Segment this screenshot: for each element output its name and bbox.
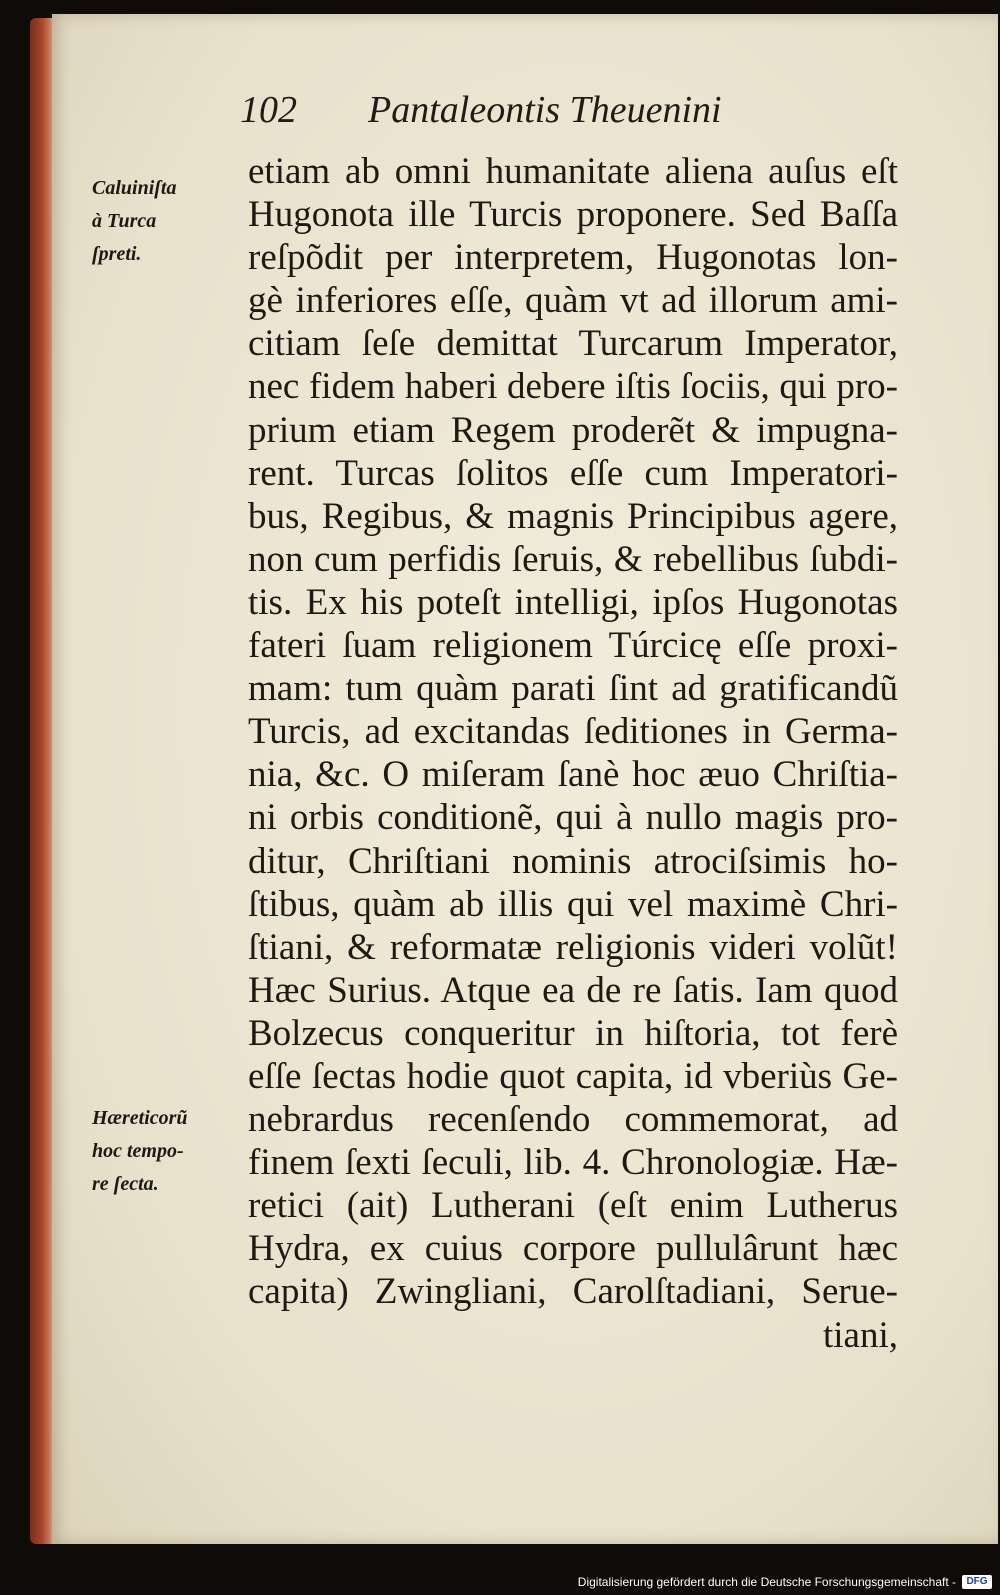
text-line: nia, &c. O miſeram ſanè hoc æuo Chriſtia-	[248, 754, 898, 796]
margin-note-calvinists	[92, 172, 242, 271]
text-line: Hugonota ille Turcis proponere. Sed Baſſa	[248, 194, 898, 236]
margin-note-line: hoc tempo-	[92, 1140, 184, 1162]
margin-note-line: à Turca	[92, 210, 157, 232]
text-line: tis. Ex his poteſt intelligi, ipſos Hugonotas	[248, 581, 898, 623]
running-head	[240, 88, 800, 132]
margin-note-heretics	[92, 1102, 242, 1201]
text-line: capita) Zwingliani, Carolſtadiani, Serue-	[248, 1271, 898, 1313]
text-line: finem ſexti ſeculi, lib. 4. Chronologiæ. Hæ-	[248, 1142, 898, 1184]
text-line: Turcis, ad excitandas ſeditiones in Germa-	[248, 711, 898, 753]
text-line: rent. Turcas ſolitos eſſe cum Imperatori-	[248, 452, 898, 494]
text-line: nec fidem haberi debere iſtis ſociis, qui pro-	[248, 366, 898, 408]
page-number: 102	[240, 89, 297, 131]
text-line: reſpõdit per interpretem, Hugonotas lon-	[248, 237, 898, 279]
text-line: ſtiani, & reformatæ religionis videri volũt!	[248, 926, 898, 968]
margin-note-line: Hæreticorũ	[92, 1107, 188, 1129]
digitization-credit: Digitalisierung gefördert durch die Deutsche Forschungsgemeinschaft -	[577, 1575, 956, 1589]
text-line: mam: tum quàm parati ſint ad gratificandũ	[248, 668, 898, 710]
text-line: retici (ait) Lutherani (eſt enim Lutherus	[248, 1185, 898, 1227]
text-line: nebrardus recenſendo commemorat, ad	[248, 1099, 898, 1141]
text-line: citiam ſeſe demittat Turcarum Imperator,	[248, 323, 898, 365]
text-line: ni orbis conditionẽ, qui à nullo magis pro-	[248, 797, 898, 839]
text-line: etiam ab omni humanitate aliena auſus eſt	[248, 151, 898, 192]
running-title: Pantaleontis Theuenini	[368, 89, 722, 131]
text-line: eſſe ſectas hodie quot capita, id vberiùs Ge-	[248, 1055, 898, 1097]
text-line: Bolzecus conqueritur in hiſtoria, tot ferè	[248, 1012, 898, 1054]
dfg-logo: DFG	[962, 1575, 992, 1589]
margin-note-line: re ſecta.	[92, 1173, 159, 1195]
body-text	[248, 150, 898, 1357]
text-line: non cum perfidis ſeruis, & rebellibus ſubdi-	[248, 538, 898, 580]
text-line: Hæc Surius. Atque ea de re ſatis. Iam quod	[248, 969, 898, 1011]
text-line: fateri ſuam religionem Túrcicę eſſe proxi-	[248, 625, 898, 667]
catchword: tiani,	[822, 1314, 898, 1356]
text-line: gè inferiores eſſe, quàm vt ad illorum ami-	[248, 280, 898, 322]
text-line: ditur, Chriſtiani nominis atrociſsimis ho-	[248, 840, 898, 882]
text-line: ſtibus, quàm ab illis qui vel maximè Chri-	[248, 883, 898, 925]
margin-note-line: ſpreti.	[92, 243, 142, 265]
text-line: prium etiam Regem proderẽt & impugna-	[248, 409, 898, 451]
footer-bar	[0, 1559, 1000, 1595]
text-line: bus, Regibus, & magnis Principibus agere,	[248, 495, 898, 537]
margin-note-line: Caluiniſta	[92, 177, 177, 199]
text-line: Hydra, ex cuius corpore pullulârunt hæc	[248, 1228, 898, 1270]
